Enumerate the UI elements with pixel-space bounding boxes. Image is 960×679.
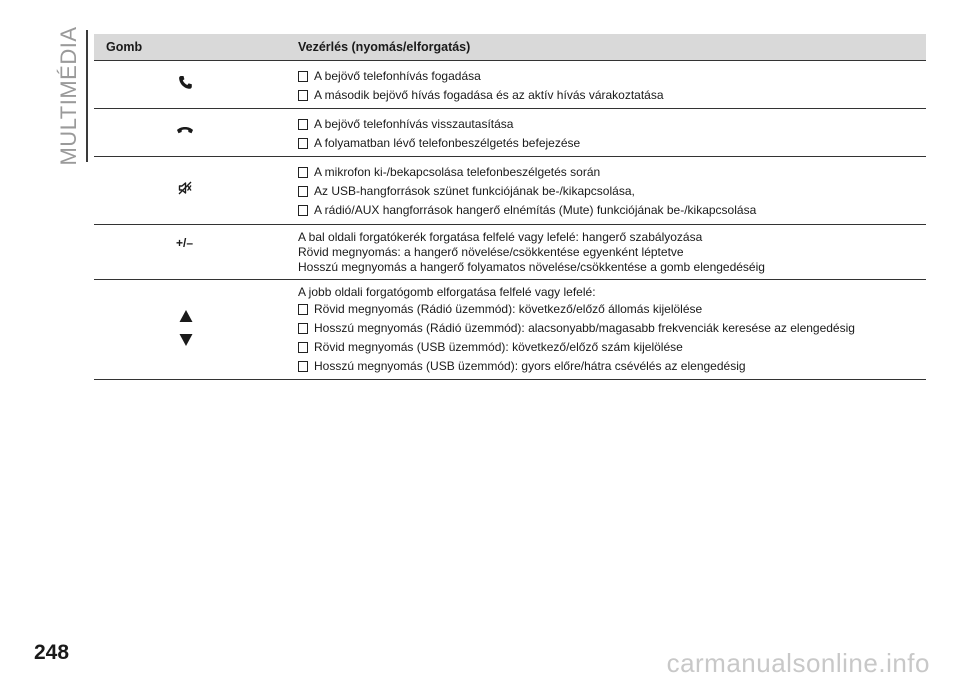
controls-table <box>94 34 926 380</box>
button-cell <box>94 225 298 279</box>
description-line: Rövid megnyomás: a hangerő növelése/csökkentése egyenként léptetve <box>298 245 684 259</box>
list-item <box>298 115 926 134</box>
list-item-text: A bejövő telefonhívás visszautasítása <box>314 117 514 131</box>
list-item-text: A második bejövő hívás fogadása és az aktív hívás várakoztatása <box>314 88 664 102</box>
button-cell <box>94 61 298 108</box>
control-cell <box>298 225 926 279</box>
list-item <box>298 163 926 182</box>
button-cell <box>94 109 298 156</box>
bullet-box <box>298 342 308 353</box>
list-item-text: A mikrofon ki-/bekapcsolása telefonbeszélgetés során <box>314 165 601 179</box>
bullet-box <box>298 361 308 372</box>
header-button: Gomb <box>106 40 143 54</box>
table-header <box>94 34 926 61</box>
list-item <box>298 182 926 201</box>
list-item-text: A bejövő telefonhívás fogadása <box>314 69 481 83</box>
list-item <box>298 67 926 86</box>
section-divider <box>86 30 88 162</box>
table-row <box>94 109 926 157</box>
bullet-box <box>298 119 308 130</box>
list-item-text: Az USB-hangforrások szünet funkciójának be-/kikapcsolása, <box>314 184 635 198</box>
phone-answer-icon <box>178 75 193 90</box>
section-title-text: MULTIMÉDIA <box>56 26 81 166</box>
list-item-text: Rövid megnyomás (Rádió üzemmód): következő/előző állomás kijelölése <box>314 302 703 316</box>
control-cell <box>298 61 926 108</box>
list-item-text: A folyamatban lévő telefonbeszélgetés befejezése <box>314 136 581 150</box>
bullet-box <box>298 167 308 178</box>
list-item <box>298 134 926 153</box>
watermark: carmanualsonline.info <box>666 648 930 678</box>
bullet-box <box>298 71 308 82</box>
list-item <box>298 319 926 338</box>
list-item <box>298 357 926 376</box>
list-item-text: A rádió/AUX hangforrások hangerő elnémítás (Mute) funkciójának be-/kikapcsolása <box>314 203 757 217</box>
control-cell <box>298 109 926 156</box>
table-row <box>94 61 926 109</box>
description-line: A bal oldali forgatókerék forgatása felfelé vagy lefelé: hangerő szabályozása <box>298 230 703 244</box>
list-item-text: Hosszú megnyomás (Rádió üzemmód): alacsonyabb/magasabb frekvenciák keresése az elengedésig <box>314 321 855 335</box>
table-row <box>94 280 926 380</box>
control-cell <box>298 157 926 224</box>
list-item-text: Rövid megnyomás (USB üzemmód): következő/előző szám kijelölése <box>314 340 683 354</box>
bullet-box <box>298 205 308 216</box>
list-item <box>298 201 926 220</box>
control-cell <box>298 280 926 379</box>
list-item <box>298 338 926 357</box>
volume-button-label: +/– <box>176 236 194 250</box>
bullet-box <box>298 90 308 101</box>
intro-text: A jobb oldali forgatógomb elforgatása felfelé vagy lefelé: <box>298 285 596 299</box>
section-title <box>52 26 86 166</box>
bullet-box <box>298 186 308 197</box>
button-cell <box>94 280 298 379</box>
page-number: 248 <box>34 641 70 664</box>
list-item <box>298 300 926 319</box>
up-down-arrows-icon <box>179 309 193 349</box>
list-item <box>298 86 926 105</box>
table-row <box>94 225 926 280</box>
phone-hangup-icon <box>176 125 194 135</box>
table-row <box>94 157 926 225</box>
header-control: Vezérlés (nyomás/elforgatás) <box>298 40 471 54</box>
list-item-text: Hosszú megnyomás (USB üzemmód): gyors előre/hátra csévélés az elengedésig <box>314 359 746 373</box>
bullet-box <box>298 138 308 149</box>
bullet-box <box>298 304 308 315</box>
description-line: Hosszú megnyomás a hangerő folyamatos növelése/csökkentése a gomb elengedéséig <box>298 260 765 274</box>
button-cell <box>94 157 298 224</box>
mute-icon <box>178 181 192 195</box>
bullet-box <box>298 323 308 334</box>
